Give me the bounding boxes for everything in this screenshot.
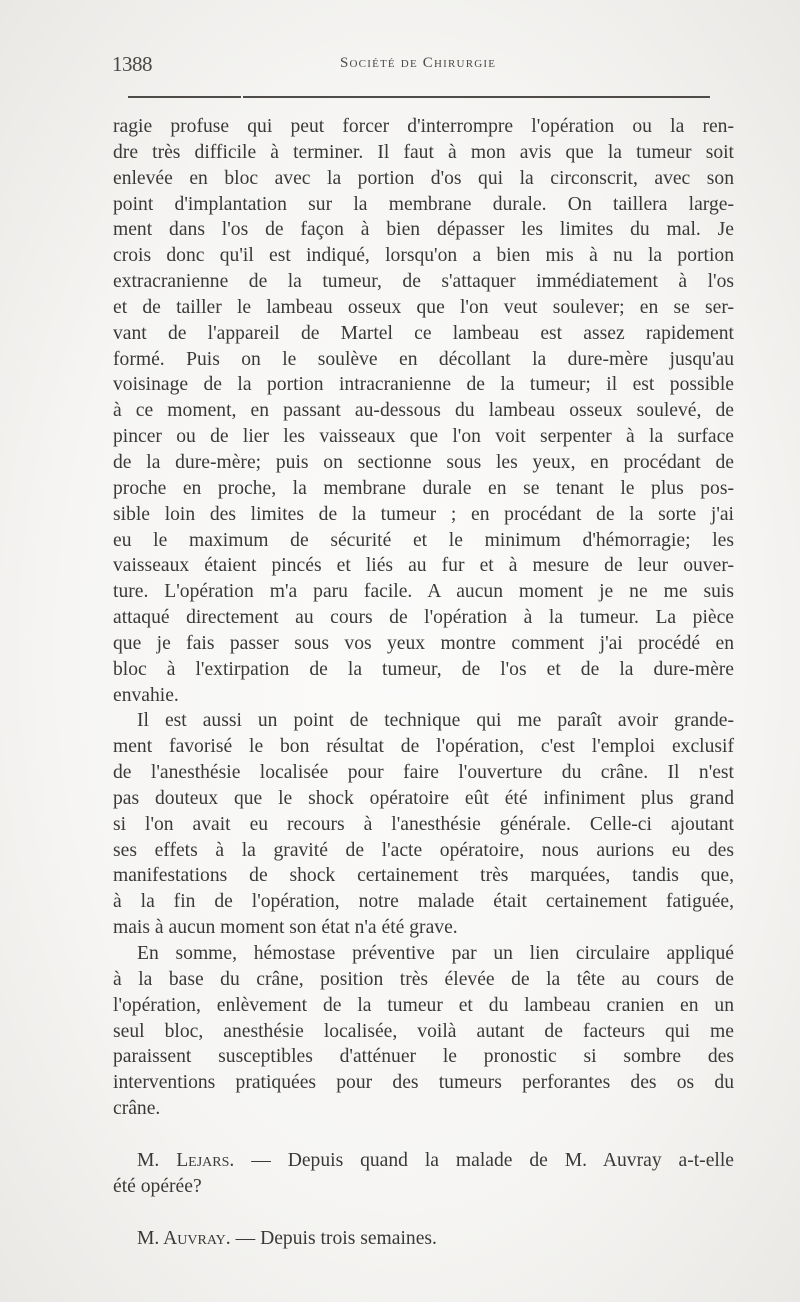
text-line: crâne. xyxy=(113,1098,161,1120)
text-line: interventions pratiquées pour des tumeurs perforantes des os du xyxy=(113,1072,734,1094)
text-line: paraissent susceptibles d'atténuer le pronostic si sombre des xyxy=(113,1046,734,1068)
text-line: de l'anesthésie localisée pour faire l'ouverture du crâne. Il n'est xyxy=(113,762,734,784)
text-line: l'opération, enlèvement de la tumeur et du lambeau cranien en un xyxy=(113,994,734,1016)
text-line: enlevée en bloc avec la portion d'os qui la circonscrit, avec son xyxy=(113,167,734,189)
text-line: vaisseaux étaient pincés et liés au fur et à mesure de leur ouver- xyxy=(113,555,734,577)
text-line: et de tailler le lambeau osseux que l'on veut soulever; en se ser- xyxy=(113,296,734,318)
text-line: dre très difficile à terminer. Il faut à mon avis que la tumeur soit xyxy=(113,141,734,163)
discussion-lejars xyxy=(113,1148,734,1200)
spacer xyxy=(113,1122,734,1148)
text-line xyxy=(113,1226,734,1252)
text-line: pincer ou de lier les vaisseaux que l'on voit serpenter à la surface xyxy=(113,426,734,448)
spacer xyxy=(113,1200,734,1226)
header-rule-left xyxy=(128,96,241,98)
text-line: voisinage de la portion intracranienne de la tumeur; il est possible xyxy=(113,374,734,396)
header-rule-right xyxy=(243,96,710,98)
text-line: sible loin des limites de la tumeur ; en procédant de la sorte j'ai xyxy=(113,503,734,525)
text-line: point d'implantation sur la membrane durale. On taillera large- xyxy=(113,193,734,215)
text-line: mais à aucun moment son état n'a été grave. xyxy=(113,917,458,939)
running-header xyxy=(112,52,732,76)
text-line: crois donc qu'il est indiqué, lorsqu'on a bien mis à nu la portion xyxy=(113,245,734,267)
text-line xyxy=(113,1148,734,1174)
text-line: attaqué directement au cours de l'opération à la tumeur. La pièce xyxy=(113,607,734,629)
paragraph-1 xyxy=(113,114,734,708)
text-line: à ce moment, en passant au-dessous du lambeau osseux soulevé, de xyxy=(113,400,734,422)
speaker-name: M. Auvray. xyxy=(137,1227,231,1249)
text-line: ment dans l'os de façon à bien dépasser les limites du mal. Je xyxy=(113,219,734,241)
text-line: ses effets à la gravité de l'acte opératoire, nous aurions eu des xyxy=(113,839,734,861)
text-line: à la base du crâne, position très élevée de la tête au cours de xyxy=(113,968,734,990)
text-line: bloc à l'extirpation de la tumeur, de l'os et de la dure-mère xyxy=(113,658,734,680)
text-line: envahie. xyxy=(113,684,179,706)
text-line: eu le maximum de sécurité et le minimum d'hémorragie; les xyxy=(113,529,734,551)
question-text: Depuis quand la malade de M. Auvray a-t-elle xyxy=(287,1149,734,1171)
discussion-auvray xyxy=(113,1226,734,1252)
journal-title: Société de Chirurgie xyxy=(340,55,497,71)
text-line: extracranienne de la tumeur, de s'attaquer immédiatement à l'os xyxy=(113,271,734,293)
page-number: 1388 xyxy=(112,52,152,76)
dash: — xyxy=(234,1149,288,1171)
text-line: que je fais passer sous vos yeux montre comment j'ai procédé en xyxy=(113,632,734,654)
text-line: ture. L'opération m'a paru facile. A aucun moment je ne me suis xyxy=(113,581,734,603)
text-line: pas douteux que le shock opératoire eût été infiniment plus grand xyxy=(113,787,734,809)
text-line: vant de l'appareil de Martel ce lambeau est assez rapidement xyxy=(113,322,734,344)
paragraph-2 xyxy=(113,708,734,941)
text-line: manifestations de shock certainement très marquées, tandis que, xyxy=(113,865,734,887)
text-line: formé. Puis on le soulève en décollant la dure-mère jusqu'au xyxy=(113,348,734,370)
answer-text: Depuis trois semaines. xyxy=(260,1227,437,1249)
text-line: En somme, hémostase préventive par un lien circulaire appliqué xyxy=(137,943,734,964)
text-line: ragie profuse qui peut forcer d'interrompre l'opération ou la ren- xyxy=(113,116,734,137)
text-line: seul bloc, anesthésie localisée, voilà autant de facteurs qui me xyxy=(113,1020,734,1042)
text-line: ment favorisé le bon résultat de l'opération, c'est l'emploi exclusif xyxy=(113,736,734,758)
text-line: Il est aussi un point de technique qui me paraît avoir grande- xyxy=(137,710,734,732)
text-line: été opérée? xyxy=(113,1175,202,1197)
body-text xyxy=(113,114,734,1251)
text-line: proche en proche, la membrane durale en se tenant le plus pos- xyxy=(113,477,734,499)
dash: — xyxy=(230,1227,261,1249)
speaker-name: M. Lejars. xyxy=(137,1149,235,1171)
paragraph-3 xyxy=(113,941,734,1122)
text-line: si l'on avait eu recours à l'anesthésie générale. Celle-ci ajoutant xyxy=(113,813,734,835)
text-line: à la fin de l'opération, notre malade était certainement fatiguée, xyxy=(113,891,734,913)
text-line: de la dure-mère; puis on sectionne sous les yeux, en procédant de xyxy=(113,451,734,473)
